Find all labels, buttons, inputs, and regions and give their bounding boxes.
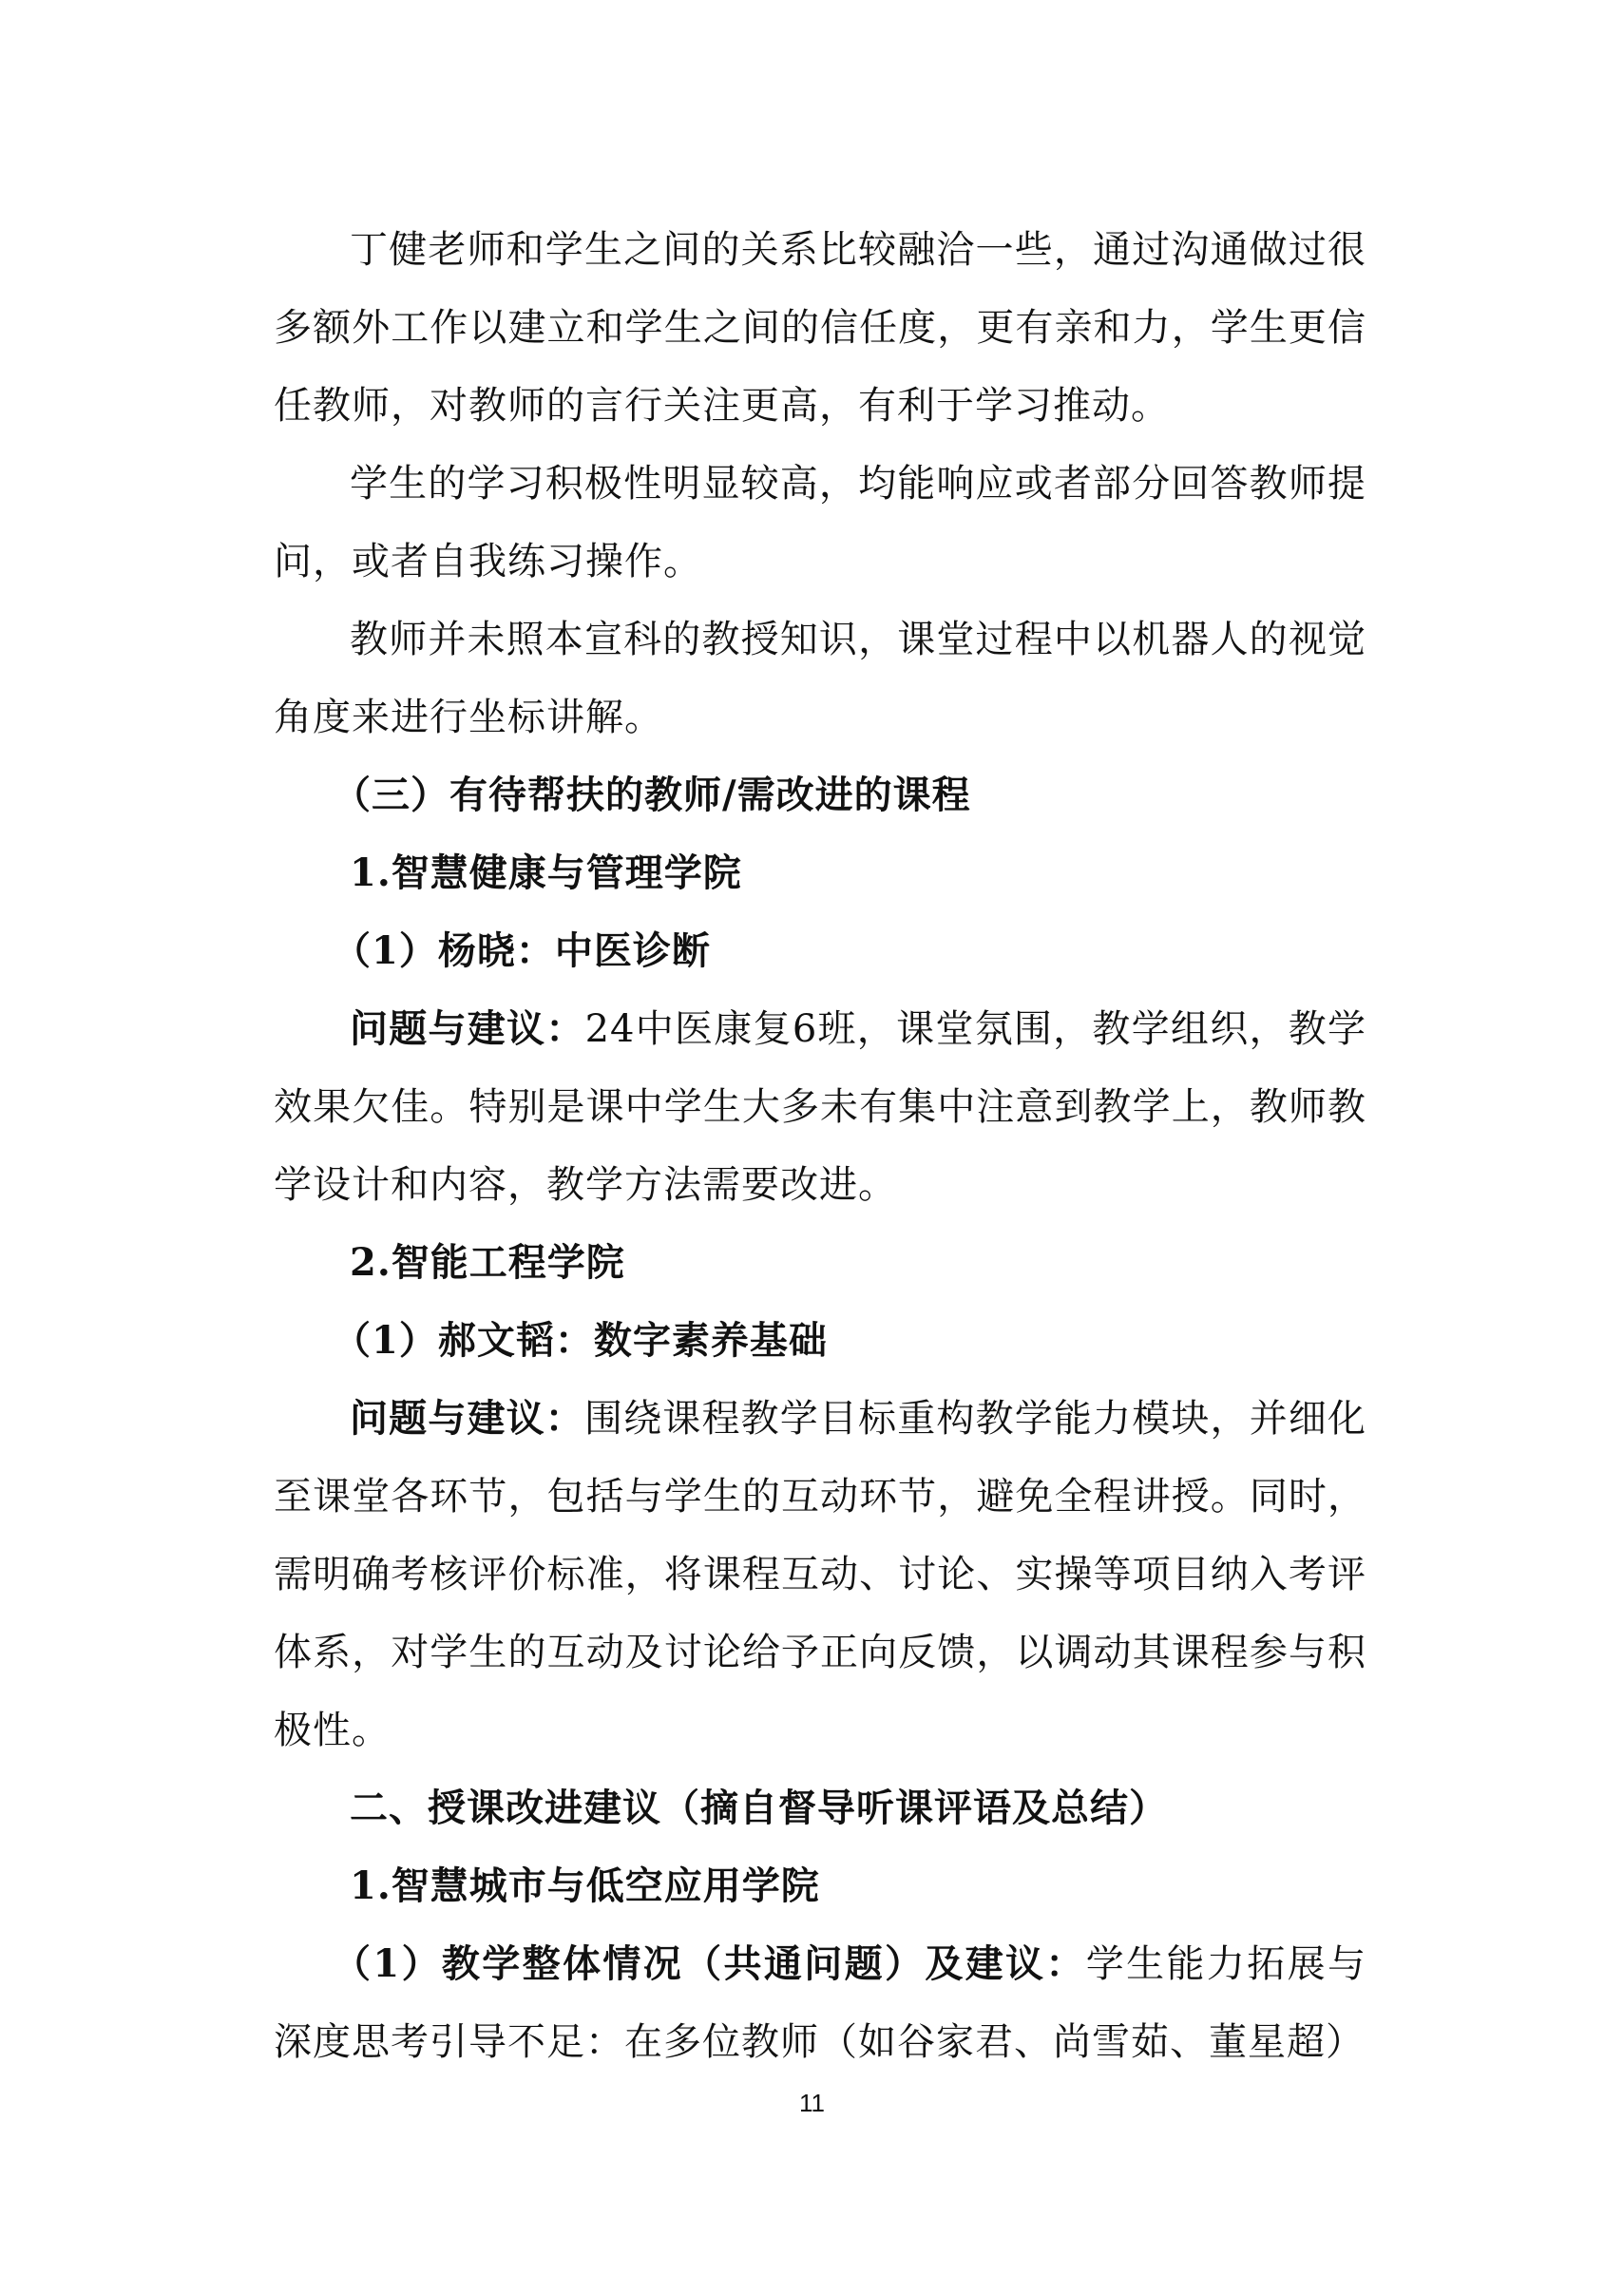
item-heading-yang-xiao: （1）杨晓：中医诊断 bbox=[333, 928, 711, 973]
page-number: 11 bbox=[799, 2089, 825, 2117]
part-heading-improvement-suggestions: 二、授课改进建议（摘自督导听课评语及总结） bbox=[350, 1786, 1168, 1830]
item-heading-hao-wentao: （1）郝文韬：数字素养基础 bbox=[333, 1318, 828, 1363]
document-body bbox=[274, 211, 1366, 2081]
college-heading-engineering: 2.智能工程学院 bbox=[350, 1240, 625, 1285]
suggestion-body: 围绕课程教学目标重构教学能力模块，并细化至课堂各环节，包括与学生的互动环节，避免全程讲授。同时，需明确考核评价标准，将课程互动、讨论、实操等项目纳入考评体系，对学生的互动及讨论给予正向反馈，以调动其课程参与积极性。 bbox=[274, 1397, 1367, 1752]
suggestion-body: 24中医康复6班，课堂氛围，教学组织，教学效果欠佳。特别是课中学生大多未有集中注意到教学上，教师教学设计和内容，教学方法需要改进。 bbox=[274, 1007, 1366, 1207]
paragraph-yang-xiao-suggestion bbox=[274, 990, 1366, 1224]
section-heading-needs-improvement: （三）有待帮扶的教师/需改进的课程 bbox=[333, 773, 971, 817]
college-heading-smart-city: 1.智慧城市与低空应用学院 bbox=[350, 1863, 820, 1908]
overall-situation-body: 学生能力拓展与深度思考引导不足：在多位教师（如谷家君、尚雪茹、董星超） bbox=[274, 1942, 1366, 2064]
paragraph-teaching-method: 教师并未照本宣科的教授知识，课堂过程中以机器人的视觉角度来进行坐标讲解。 bbox=[274, 618, 1366, 739]
suggestion-label: 问题与建议： bbox=[350, 1006, 585, 1051]
paragraph-student-engagement: 学生的学习积极性明显较高，均能响应或者部分回答教师提问，或者自我练习操作。 bbox=[274, 462, 1366, 583]
college-heading-health: 1.智慧健康与管理学院 bbox=[350, 850, 742, 895]
overall-situation-label: （1）教学整体情况（共通问题）及建议： bbox=[333, 1941, 1086, 1986]
paragraph-overall-teaching-situation bbox=[274, 1925, 1366, 2081]
paragraph-hao-wentao-suggestion bbox=[274, 1380, 1366, 1769]
paragraph-teacher-relationship: 丁健老师和学生之间的关系比较融洽一些，通过沟通做过很多额外工作以建立和学生之间的信任度，更有亲和力，学生更信任教师，对教师的言行关注更高，有利于学习推动。 bbox=[274, 228, 1366, 428]
suggestion-label: 问题与建议： bbox=[350, 1396, 584, 1441]
